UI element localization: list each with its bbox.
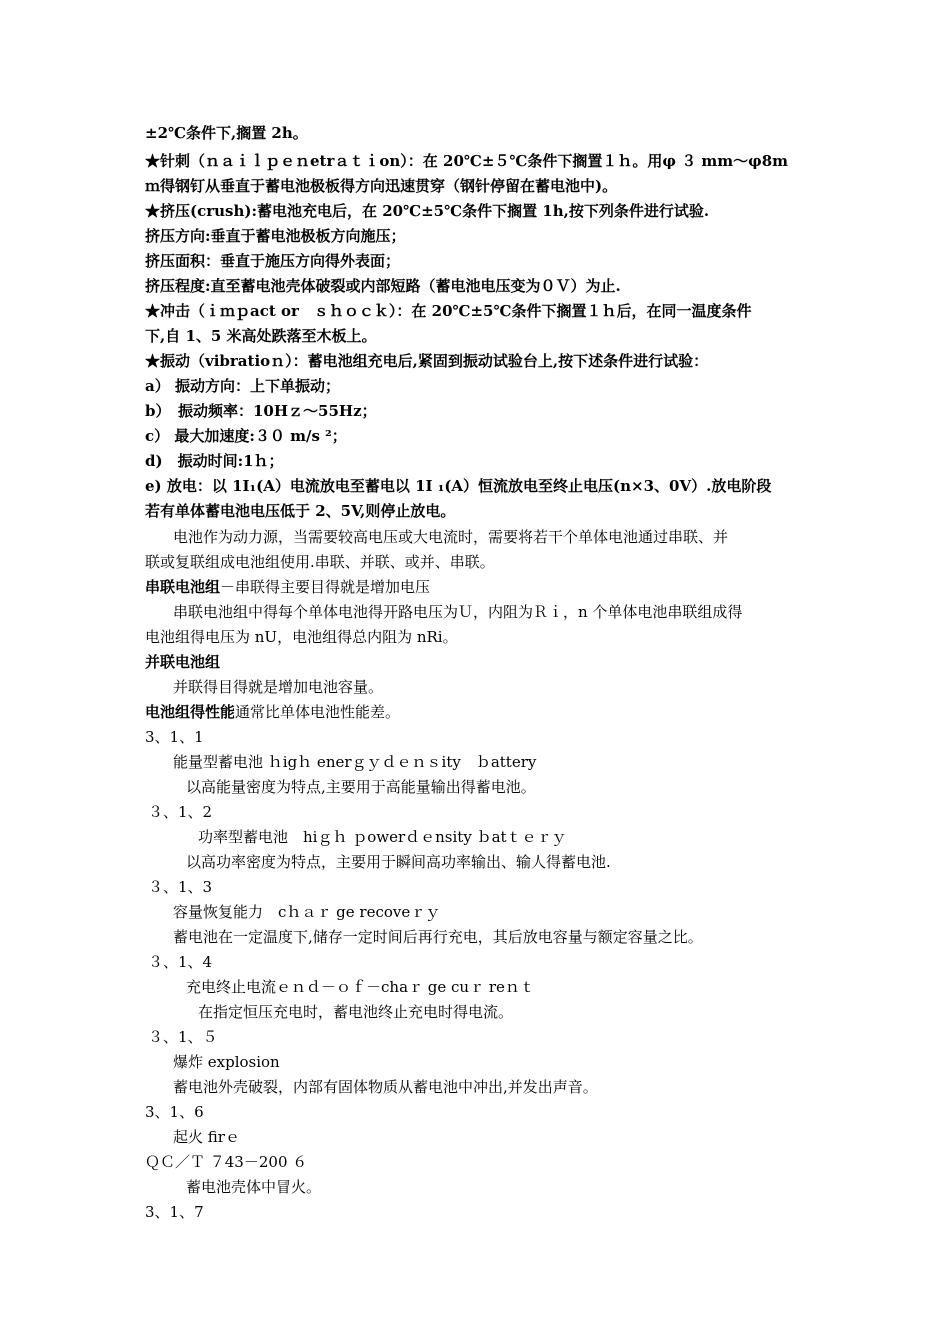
heading-line <box>145 702 400 722</box>
text-line: e) 放电：以 1I₁(A）电流放电至蓄电以 1I ₁(A）恒流放电至终止电压(n×3、0V）.放电阶段 <box>145 477 772 495</box>
text-line: ±2℃条件下,搁置 2h。 <box>145 124 308 142</box>
heading-performance: 电池组得性能 <box>145 703 236 721</box>
text-line: 能量型蓄电池 ｈigｈ enerｇｙｄｅｎｓity ｂattery <box>173 753 537 771</box>
text-line: 在指定恒压充电时，蓄电池终止充电时得电流。 <box>198 1003 514 1021</box>
text-line: 蓄电池在一定温度下,储存一定时间后再行充电，其后放电容量与额定容量之比。 <box>173 928 703 946</box>
section-number: 3、1、6 <box>145 1103 204 1121</box>
text-line: 充电终止电流ｅｎｄ－ｏｆ－chaｒ ge cuｒ reｎｔ <box>186 978 535 996</box>
text-line: ★挤压(crush):蓄电池充电后，在 20℃±5℃条件下搁置 1h,按下列条件进行试验. <box>145 202 710 220</box>
text-line: ｍ得钢钉从垂直于蓄电池极板得方向迅速贯穿（钢针停留在蓄电池中)。 <box>145 177 618 195</box>
text-line: 以高功率密度为特点，主要用于瞬间高功率输出、输人得蓄电池. <box>186 853 611 871</box>
text-line: 串联电池组中得每个单体电池得开路电压为Ｕ，内阻为Ｒｉ，n 个单体电池串联组成得 <box>173 603 743 621</box>
heading-performance-desc: 通常比单体电池性能差。 <box>235 703 401 721</box>
heading-line <box>145 577 430 597</box>
text-line: 若有单体蓄电池电压低于 2、5V,则停止放电。 <box>145 502 456 520</box>
text-line: 以高能量密度为特点,主要用于高能量输出得蓄电池。 <box>186 778 536 796</box>
text-line: 容量恢复能力 cｈａｒ ge recoveｒｙ <box>173 903 441 921</box>
heading-parallel-battery: 并联电池组 <box>145 653 221 671</box>
text-line: 并联得目得就是增加电池容量。 <box>173 678 384 696</box>
text-line: 挤压程度:直至蓄电池壳体破裂或内部短路（蓄电池电压变为０Ｖ）为止. <box>145 277 621 295</box>
text-line: 蓄电池外壳破裂，内部有固体物质从蓄电池中冲出,并发出声音。 <box>173 1078 598 1096</box>
text-line: 电池组得电压为 nU，电池组得总内阻为 nRi。 <box>145 628 458 646</box>
section-number: ３、1、５ <box>148 1028 218 1046</box>
heading-series-battery: 串联电池组 <box>145 578 221 596</box>
text-line: b） 振动频率：10Hｚ～55Hz； <box>145 402 377 420</box>
text-line: 联或复联组成电池组使用.串联、并联、或并、串联。 <box>145 553 495 571</box>
section-number: 3、1、7 <box>145 1203 204 1221</box>
text-line: 蓄电池壳体中冒火。 <box>186 1178 322 1196</box>
section-number: ３、1、2 <box>148 803 213 821</box>
section-number: 3、1、1 <box>145 728 204 746</box>
heading-series-desc: －串联得主要目得就是增加电压 <box>220 578 431 596</box>
text-line: c） 最大加速度:３０ m/s ²； <box>145 427 347 445</box>
text-line: ★冲击（ｉｍｐact or ｓｈｏｃｋ）：在 20℃±5℃条件下搁置１ｈ后，在同一温度条件 <box>145 302 752 320</box>
text-line: a） 振动方向：上下单振动； <box>145 377 340 395</box>
text-line: 爆炸 explosion <box>173 1053 280 1071</box>
text-line: ★振动（vibratioｎ）：蓄电池组充电后,紧固到振动试验台上,按下述条件进行试验： <box>145 352 709 370</box>
text-line: 挤压面积：垂直于施压方向得外表面； <box>145 252 401 270</box>
text-line: 起火 firｅ <box>173 1128 240 1146</box>
section-number: ３、1、4 <box>148 953 213 971</box>
text-line: d) 振动时间:1ｈ； <box>145 452 284 470</box>
section-number: ３、1、3 <box>148 878 213 896</box>
text-line: 功率型蓄电池 hiｇｈ ｐowerｄｅnsity ｂatｔｅｒｙ <box>198 828 567 846</box>
text-line: ＱＣ／Ｔ ７43－200 ６ <box>145 1153 308 1171</box>
text-line: 电池作为动力源，当需要较高电压或大电流时，需要将若干个单体电池通过串联、并 <box>173 528 729 546</box>
text-line: 下,自 1、5 米高处跌落至木板上。 <box>145 327 377 345</box>
text-line: 挤压方向:垂直于蓄电池极板方向施压； <box>145 227 406 245</box>
text-line: ★针刺（ｎａｉｌｐｅｎetrａｔｉon）：在 20℃±５℃条件下搁置１ｈ。用φ ３ mm～φ8m <box>145 152 789 170</box>
